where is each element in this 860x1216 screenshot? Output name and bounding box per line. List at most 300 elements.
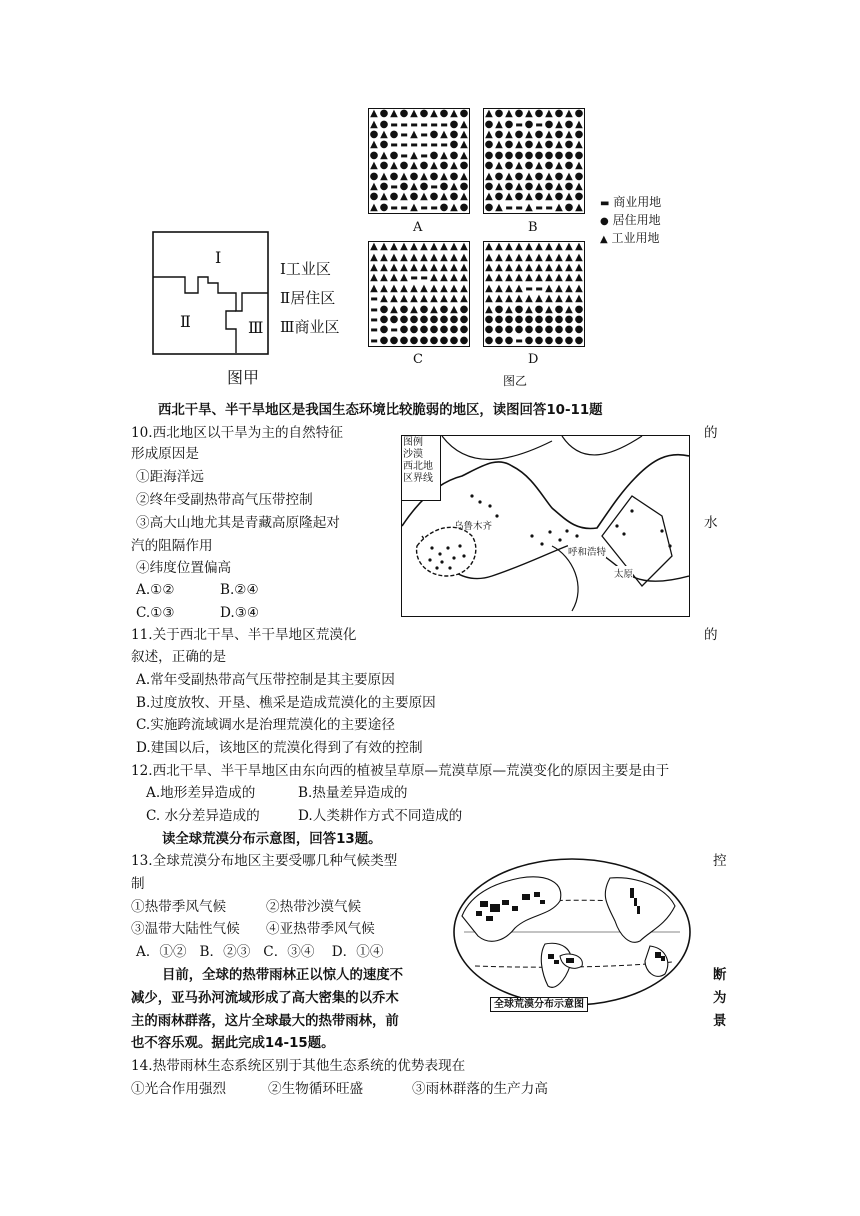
residential-cell: ● — [419, 180, 429, 192]
q14-stem: 14.热带雨林生态系统区别于其他生态系统的优势表现在 — [131, 1058, 466, 1074]
industrial-cell: ▲ — [505, 293, 513, 305]
residential-cell: ● — [564, 324, 574, 336]
industrial-cell: ▲ — [545, 108, 553, 120]
residential-cell: ● — [544, 118, 554, 130]
residential-cell: ● — [409, 334, 419, 346]
residential-cell: ● — [439, 313, 449, 325]
q13-stem-b: 制 — [131, 876, 145, 892]
industrial-cell: ▲ — [575, 160, 583, 172]
q10-stem-a: 10.西北地区以干旱为主的自然特征 — [131, 425, 343, 441]
residential-cell: ● — [524, 160, 534, 172]
industrial-cell: ▲ — [370, 282, 378, 294]
industrial-cell: ▲ — [440, 191, 448, 203]
section1-heading: 西北干旱、半干旱地区是我国生态环境比较脆弱的地区，读图回答10-11题 — [158, 403, 603, 418]
industrial-cell: ▲ — [430, 282, 438, 294]
industrial-cell: ▲ — [485, 170, 493, 182]
q14-option-3: ③雨林群落的生产力高 — [412, 1081, 548, 1097]
industrial-cell: ▲ — [485, 251, 493, 263]
residential-cell: ● — [564, 160, 574, 172]
q10-option-4: ④纬度位置偏高 — [136, 560, 232, 576]
industrial-cell: ▲ — [495, 139, 503, 151]
industrial-cell: ▲ — [525, 128, 533, 140]
industrial-cell: ▲ — [420, 170, 428, 182]
residential-cell: ● — [459, 108, 469, 120]
industrial-cell: ▲ — [565, 251, 573, 263]
residential-cell: ● — [574, 324, 584, 336]
industrial-cell: ▲ — [370, 272, 378, 284]
residential-cell: ● — [534, 128, 544, 140]
land-use-legend — [600, 194, 661, 248]
commercial-cell: ▬ — [420, 273, 428, 283]
residential-cell: ● — [449, 191, 459, 203]
residential-cell: ● — [379, 118, 389, 130]
q10-option-3b: 汽的阻隔作用 — [131, 538, 213, 554]
commercial-cell: ▬ — [400, 119, 408, 129]
industrial-cell: ▲ — [460, 139, 468, 151]
residential-cell: ● — [459, 160, 469, 172]
industrial-cell: ▲ — [495, 160, 503, 172]
industrial-cell: ▲ — [505, 241, 513, 253]
residential-cell: ● — [459, 334, 469, 346]
residential-cell: ● — [484, 139, 494, 151]
industrial-cell: ▲ — [450, 293, 458, 305]
industrial-cell: ▲ — [420, 251, 428, 263]
industrial-cell: ▲ — [555, 139, 563, 151]
residential-cell: ● — [484, 201, 494, 213]
industrial-cell: ▲ — [450, 160, 458, 172]
industrial-cell: ▲ — [515, 160, 523, 172]
industrial-cell: ▲ — [390, 282, 398, 294]
residential-cell: ● — [514, 108, 524, 120]
residential-cell: ● — [544, 334, 554, 346]
industrial-cell: ▲ — [555, 118, 563, 130]
residential-cell: ● — [554, 149, 564, 161]
industrial-cell: ▲ — [565, 108, 573, 120]
industrial-cell: ▲ — [460, 293, 468, 305]
residential-cell: ● — [399, 324, 409, 336]
residential-cell: ● — [524, 313, 534, 325]
industrial-cell: ▲ — [370, 251, 378, 263]
residential-cell: ● — [459, 201, 469, 213]
industrial-cell: ▲ — [370, 261, 378, 273]
q14-option-2: ②生物循环旺盛 — [268, 1081, 364, 1097]
residential-cell: ● — [439, 108, 449, 120]
q12-option-a: A.地形差异造成的 — [146, 785, 256, 801]
residential-cell: ● — [484, 118, 494, 130]
industrial-cell: ▲ — [450, 241, 458, 253]
industrial-cell: ▲ — [565, 303, 573, 315]
residential-cell: ● — [494, 170, 504, 182]
industrial-cell: ▲ — [410, 251, 418, 263]
industrial-cell: ▲ — [400, 191, 408, 203]
industrial-cell: ▲ — [400, 261, 408, 273]
residential-cell: ● — [389, 170, 399, 182]
q11-option-a: A.常年受副热带高气压带控制是其主要原因 — [136, 672, 395, 688]
industrial-cell: ▲ — [370, 201, 378, 213]
residential-cell: ● — [504, 324, 514, 336]
industrial-cell: ▲ — [460, 251, 468, 263]
industrial-cell: ▲ — [555, 160, 563, 172]
q12-option-d: D.人类耕作方式不同造成的 — [298, 808, 463, 824]
residential-cell: ● — [484, 334, 494, 346]
q11-stem-a-end: 的 — [704, 627, 718, 643]
industrial-cell: ▲ — [410, 180, 418, 192]
q10-stem-a-end: 的 — [704, 425, 718, 441]
industrial-cell: ▲ — [400, 282, 408, 294]
industrial-cell: ▲ — [545, 303, 553, 315]
residential-cell: ● — [574, 170, 584, 182]
industrial-cell: ▲ — [545, 128, 553, 140]
city-label-taiyuan: 太原 — [614, 566, 633, 580]
industrial-cell: ▲ — [555, 251, 563, 263]
commercial-cell: ▬ — [515, 335, 523, 345]
commercial-cell: ▬ — [430, 202, 438, 212]
industrial-cell: ▲ — [485, 282, 493, 294]
commercial-cell: ▬ — [515, 202, 523, 212]
section2-heading: 读全球荒漠分布示意图，回答13题。 — [162, 832, 382, 847]
residential-cell: ● — [389, 334, 399, 346]
industrial-cell: ▲ — [485, 108, 493, 120]
industrial-cell: ▲ — [430, 251, 438, 263]
industrial-cell: ▲ — [390, 272, 398, 284]
industrial-cell: ▲ — [440, 282, 448, 294]
industrial-cell: ▲ — [505, 251, 513, 263]
industrial-cell: ▲ — [505, 282, 513, 294]
industrial-cell: ▲ — [390, 261, 398, 273]
residential-cell: ● — [459, 303, 469, 315]
residential-cell: ● — [554, 303, 564, 315]
world-map-caption: 全球荒漠分布示意图 — [490, 997, 588, 1012]
industrial-cell: ▲ — [525, 201, 533, 213]
residential-cell: ● — [574, 313, 584, 325]
industrial-cell: ▲ — [515, 261, 523, 273]
industrial-cell: ▲ — [440, 241, 448, 253]
industrial-cell: ▲ — [380, 282, 388, 294]
residential-cell: ● — [564, 313, 574, 325]
industrial-cell: ▲ — [515, 251, 523, 263]
industrial-cell: ▲ — [545, 272, 553, 284]
industrial-cell: ▲ — [485, 272, 493, 284]
residential-cell: ● — [514, 128, 524, 140]
residential-cell: ● — [514, 324, 524, 336]
residential-cell: ● — [399, 108, 409, 120]
residential-cell: ● — [379, 139, 389, 151]
residential-cell: ● — [449, 118, 459, 130]
industrial-cell: ▲ — [575, 241, 583, 253]
residential-cell: ● — [524, 334, 534, 346]
residential-cell: ● — [419, 324, 429, 336]
section3-line3-end: 景 — [713, 1014, 727, 1029]
residential-cell: ● — [439, 180, 449, 192]
residential-cell: ● — [449, 334, 459, 346]
industrial-cell: ▲ — [545, 170, 553, 182]
industrial-cell: ▲ — [495, 118, 503, 130]
grid-letter-d: D — [528, 352, 539, 367]
industrial-cell: ▲ — [565, 191, 573, 203]
industrial-cell: ▲ — [450, 108, 458, 120]
commercial-cell: ▬ — [390, 202, 398, 212]
residential-cell: ● — [534, 170, 544, 182]
commercial-cell: ▬ — [420, 202, 428, 212]
industrial-cell: ▲ — [505, 170, 513, 182]
industrial-cell: ▲ — [495, 241, 503, 253]
industrial-cell: ▲ — [420, 293, 428, 305]
residential-cell: ● — [564, 201, 574, 213]
residential-cell: ● — [554, 313, 564, 325]
land-use-grid-b — [483, 108, 585, 214]
residential-cell: ● — [459, 324, 469, 336]
industrial-cell: ▲ — [440, 272, 448, 284]
city-label-hohhot: 呼和浩特 — [568, 544, 606, 558]
residential-cell: ● — [504, 118, 514, 130]
residential-cell: ● — [449, 149, 459, 161]
residential-cell: ● — [389, 128, 399, 140]
residential-cell: ● — [449, 128, 459, 140]
industrial-cell: ▲ — [450, 303, 458, 315]
industrial-cell: ▲ — [495, 251, 503, 263]
industrial-cell: ▲ — [505, 128, 513, 140]
q11-option-b: B.过度放牧、开垦、樵采是造成荒漠化的主要原因 — [136, 695, 436, 711]
industrial-cell: ▲ — [410, 108, 418, 120]
map-legend — [402, 436, 441, 501]
residential-cell: ● — [554, 191, 564, 203]
industrial-cell: ▲ — [400, 251, 408, 263]
residential-cell: ● — [564, 118, 574, 130]
residential-cell: ● — [534, 149, 544, 161]
q10-stem-b: 形成原因是 — [131, 446, 199, 462]
industrial-cell: ▲ — [370, 160, 378, 172]
residential-cell: ● — [409, 170, 419, 182]
industrial-cell: ▲ — [410, 293, 418, 305]
residential-cell: ● — [379, 160, 389, 172]
industrial-cell: ▲ — [430, 160, 438, 172]
residential-cell: ● — [484, 149, 494, 161]
residential-cell: ● — [399, 180, 409, 192]
industrial-cell: ▲ — [575, 139, 583, 151]
industrial-cell: ▲ — [565, 293, 573, 305]
industrial-cell: ▲ — [525, 241, 533, 253]
q13-option-1: ①热带季风气候 — [131, 899, 227, 915]
industrial-cell: ▲ — [400, 170, 408, 182]
land-use-grid-c — [368, 241, 470, 347]
residential-cell: ● — [504, 313, 514, 325]
residential-cell: ● — [494, 191, 504, 203]
residential-cell: ● — [574, 191, 584, 203]
residential-cell: ● — [484, 180, 494, 192]
residential-cell: ● — [429, 149, 439, 161]
residential-cell: ● — [544, 324, 554, 336]
residential-cell: ● — [439, 303, 449, 315]
q13-choices: A．①② B．②③ C．③④ D．①④ — [136, 944, 384, 960]
residential-cell: ● — [389, 191, 399, 203]
industrial-cell: ▲ — [555, 272, 563, 284]
residential-cell: ● — [504, 149, 514, 161]
land-use-grid-a — [368, 108, 470, 214]
residential-cell: ● — [429, 313, 439, 325]
residential-cell: ● — [564, 334, 574, 346]
residential-cell: ● — [449, 170, 459, 182]
industrial-cell: ▲ — [525, 303, 533, 315]
industrial-cell: ▲ — [370, 241, 378, 253]
figure-yi — [368, 108, 718, 388]
residential-cell: ● — [389, 313, 399, 325]
industrial-cell: ▲ — [380, 191, 388, 203]
residential-cell: ● — [484, 324, 494, 336]
industrial-cell: ▲ — [535, 241, 543, 253]
commercial-cell: ▬ — [440, 140, 448, 150]
residential-cell: ● — [459, 180, 469, 192]
industrial-cell: ▲ — [430, 261, 438, 273]
industrial-cell: ▲ — [380, 170, 388, 182]
q13-option-2: ②热带沙漠气候 — [266, 899, 362, 915]
commercial-cell: ▬ — [410, 273, 418, 283]
industrial-cell: ▲ — [380, 272, 388, 284]
industrial-cell: ▲ — [505, 303, 513, 315]
q12-stem: 12.西北干旱、半干旱地区由东向西的植被呈草原—荒漠草原—荒漠变化的原因主要是由于 — [131, 763, 670, 779]
world-map-drawing — [450, 856, 695, 1018]
residential-cell: ● — [379, 334, 389, 346]
section3-line1: 目前，全球的热带雨林正以惊人的速度不 — [162, 968, 404, 983]
residential-cell: ● — [514, 303, 524, 315]
residential-cell: ● — [409, 324, 419, 336]
q10-option-1: ①距海洋远 — [136, 469, 204, 485]
residential-cell: ● — [544, 313, 554, 325]
industrial-cell: ▲ — [380, 241, 388, 253]
industrial-cell: ▲ — [440, 251, 448, 263]
industrial-cell: ▲ — [430, 303, 438, 315]
industrial-cell: ▲ — [410, 261, 418, 273]
residential-cell: ● — [439, 201, 449, 213]
q11-option-c: C.实施跨流域调水是治理荒漠化的主要途径 — [136, 717, 395, 733]
industrial-cell: ▲ — [380, 293, 388, 305]
commercial-cell: ▬ — [390, 140, 398, 150]
industrial-cell: ▲ — [555, 261, 563, 273]
industrial-cell: ▲ — [495, 293, 503, 305]
industrial-cell: ▲ — [535, 180, 543, 192]
map-legend-boundary: 西北地区界线 — [403, 461, 433, 484]
q10-choice-b: B.②④ — [220, 582, 259, 598]
q11-stem-b: 叙述，正确的是 — [131, 649, 227, 665]
commercial-cell: ▬ — [535, 283, 543, 293]
commercial-cell: ▬ — [430, 140, 438, 150]
industrial-cell: ▲ — [575, 272, 583, 284]
industrial-cell: ▲ — [535, 272, 543, 284]
residential-cell: ● — [514, 170, 524, 182]
industrial-cell: ▲ — [410, 149, 418, 161]
residential-cell: ● — [544, 180, 554, 192]
residential-cell: ● — [419, 303, 429, 315]
commercial-cell: ▬ — [400, 150, 408, 160]
q13-option-4: ④亚热带季风气候 — [266, 921, 375, 937]
industrial-cell: ▲ — [485, 261, 493, 273]
industrial-cell: ▲ — [450, 201, 458, 213]
residential-cell: ● — [494, 149, 504, 161]
industrial-cell: ▲ — [485, 128, 493, 140]
figure-jia-caption: 图甲 — [227, 368, 260, 387]
residential-cell: ● — [554, 334, 564, 346]
legend-industrial-zone: Ⅰ工业区 — [280, 260, 331, 278]
residential-cell: ● — [439, 334, 449, 346]
q10-option-3a: ③高大山地尤其是青藏高原隆起对 — [136, 515, 340, 531]
commercial-cell: ▬ — [535, 202, 543, 212]
commercial-cell: ▬ — [370, 294, 378, 304]
q10-option-2: ②终年受副热带高气压带控制 — [136, 492, 313, 508]
residential-cell: ● — [514, 191, 524, 203]
industrial-cell: ▲ — [460, 282, 468, 294]
industrial-cell: ▲ — [525, 251, 533, 263]
industrial-cell: ▲ — [505, 261, 513, 273]
industrial-cell: ▲ — [460, 128, 468, 140]
industrial-cell: ▲ — [440, 128, 448, 140]
commercial-cell: ▬ — [440, 119, 448, 129]
industrial-cell: ▲ — [460, 272, 468, 284]
industrial-cell: ▲ — [515, 293, 523, 305]
industrial-cell: ▲ — [565, 241, 573, 253]
industrial-cell: ▲ — [450, 180, 458, 192]
industrial-cell: ▲ — [400, 293, 408, 305]
section3-line3: 主的雨林群落，这片全球最大的热带雨林，前 — [131, 1014, 399, 1029]
industrial-cell: ▲ — [555, 293, 563, 305]
grid-letter-b: B — [528, 220, 538, 235]
industrial-cell: ▲ — [380, 261, 388, 273]
commercial-cell: ▬ — [390, 181, 398, 191]
residential-cell: ● — [399, 160, 409, 172]
residential-cell: ● — [574, 149, 584, 161]
industrial-cell: ▲ — [525, 293, 533, 305]
commercial-cell: ▬ — [410, 119, 418, 129]
industrial-cell: ▲ — [460, 170, 468, 182]
residential-cell: ● — [494, 303, 504, 315]
industrial-cell: ▲ — [410, 282, 418, 294]
commercial-cell: ▬ — [430, 119, 438, 129]
industrial-cell: ▲ — [495, 282, 503, 294]
commercial-cell: ▬ — [420, 129, 428, 139]
q10-option-3a-end: 水 — [704, 515, 718, 531]
residential-cell: ● — [494, 324, 504, 336]
industrial-cell: ▲ — [565, 282, 573, 294]
residential-cell: ● — [419, 334, 429, 346]
residential-cell: ● — [554, 128, 564, 140]
commercial-cell: ▬ — [545, 202, 553, 212]
residential-cell: ● — [429, 170, 439, 182]
residential-cell: ● — [534, 191, 544, 203]
commercial-cell: ▬ — [400, 202, 408, 212]
commercial-cell: ▬ — [400, 140, 408, 150]
industrial-cell: ▲ — [575, 261, 583, 273]
residential-cell: ● — [419, 313, 429, 325]
industrial-cell: ▲ — [525, 108, 533, 120]
commercial-cell: ▬ — [420, 140, 428, 150]
residential-cell: ● — [369, 191, 379, 203]
world-desert-map — [450, 856, 695, 1018]
residential-cell: ● — [379, 108, 389, 120]
industrial-cell: ▲ — [430, 293, 438, 305]
industrial-cell: ▲ — [450, 261, 458, 273]
industrial-cell: ▲ — [505, 191, 513, 203]
residential-cell: ● — [429, 324, 439, 336]
industrial-cell: ▲ — [430, 108, 438, 120]
legend-commercial-zone: Ⅲ商业区 — [280, 318, 340, 336]
residential-cell: ● — [564, 149, 574, 161]
industrial-cell: ▲ — [410, 160, 418, 172]
commercial-cell: ▬ — [430, 181, 438, 191]
residential-cell: ● — [459, 313, 469, 325]
residential-cell: ● — [534, 334, 544, 346]
industrial-cell: ▲ — [575, 118, 583, 130]
commercial-cell: ▬ — [505, 202, 513, 212]
industrial-cell: ▲ — [515, 241, 523, 253]
residential-cell: ● — [524, 324, 534, 336]
